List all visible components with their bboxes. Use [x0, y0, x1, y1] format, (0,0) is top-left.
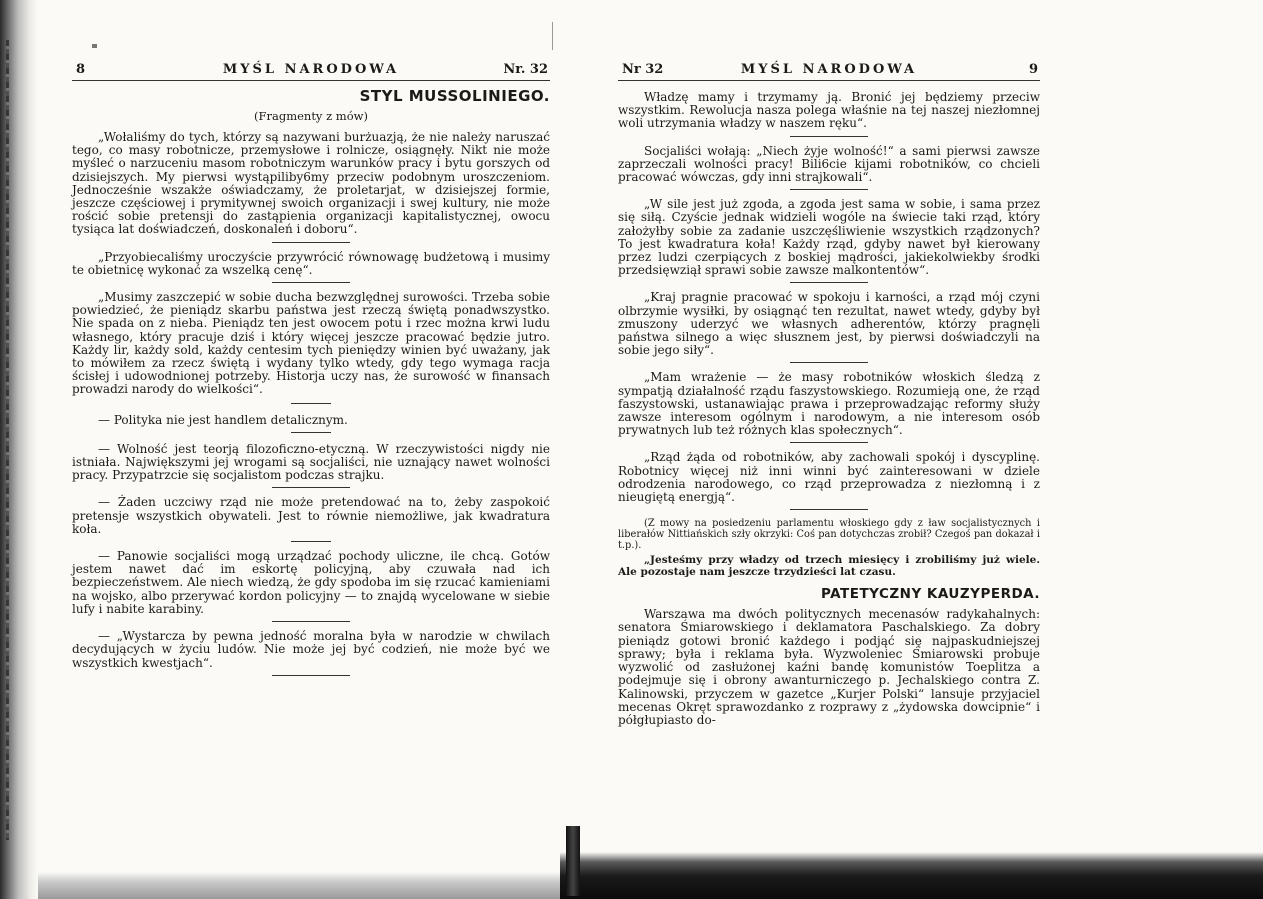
paragraph: Warszawa ma dwóch politycznych mecenasów radykahalnych: senatora Śmiarowskiego i deklamatora Paschalskiego. Za dobry pieniądz gotowi bronić każdego i podjąć się najpaskudniejszej sprawy; była i reklama była. Wyzwoleniec Śmiarowski probuje wyzwolić od zasłużonej kaźni bandę komunistów Toeplitza a podejmuje się i obrony awanturniczego p. Jechalskiego contra Z. Kalinowski, przyczem w gazetce „Kurjer Polski“ lansuje przyjaciel mecenas Okręt sprawozdanko z rozprawy z „żydowska dowcipnie“ i półgłupiasto do- — [618, 607, 1040, 727]
separator — [272, 282, 350, 283]
article-heading: STYL MUSSOLINIEGO. — [359, 87, 550, 105]
running-head-right — [618, 60, 1040, 81]
paragraph: — Polityka nie jest handlem detalicznym. — [98, 412, 348, 427]
separator — [790, 282, 868, 283]
scan-shadow-bottom-left — [38, 872, 560, 899]
running-head-left — [72, 60, 550, 81]
speech-answer: „Jesteśmy przy władzy od trzech miesięcy i zrobiliśmy już wiele. Ale pozostaje nam jeszcze trzydzieści lat czasu. — [618, 554, 1040, 579]
separator — [790, 189, 868, 190]
separator — [790, 442, 868, 443]
issue-number: Nr 32 — [622, 62, 664, 77]
scan-speck — [552, 22, 553, 50]
separator — [272, 487, 350, 488]
paragraph: Władzę mamy i trzymamy ją. Bronić jej będziemy przeciw wszystkim. Rewolucja nasza polega właśnie na tej naszej niezłomnej woli utrzymania władzy w naszem ręku“. — [618, 90, 1040, 131]
paragraph: Socjaliści wołają: „Niech żyje wolność!“ a sami pierwsi zawsze zaprzeczali wolności pracy! Bili6cie kijami robotników, co chcieli pracować wówczas, gdy inni strajkowali“. — [618, 143, 1040, 185]
paragraph: — Panowie socjaliści mogą urządzać pochody uliczne, ile chcą. Gotów jestem nawet dać im eskortę policyjną, aby czuwała nad ich bezpieczeństwem. Ale niech wiedzą, że gdy spodoba im się rzucać kamieniami na wojsko, albo przerywać kordon policyjny — to znajdą wycelowane w siebie lufy i nabite karabiny. — [72, 549, 550, 616]
page-number: 9 — [1028, 62, 1038, 77]
paragraph: — Wolność jest teorją filozoficzno-etyczną. W rzeczywistości nigdy nie istniała. Największymi jej wrogami są socjaliści, nie uznający nawet wolności pracy. Przypatrzcie się socjalistom podczas strajku. — [72, 441, 550, 483]
scan-shadow-bottom — [560, 852, 1263, 899]
separator — [291, 432, 331, 433]
right-page — [618, 60, 1040, 727]
issue-number: Nr. 32 — [503, 62, 548, 77]
separator — [272, 242, 350, 243]
separator — [790, 509, 868, 510]
left-page — [72, 60, 550, 684]
speech-note: (Z mowy na posiedzeniu parlamentu włoskiego gdy z ław socjalistycznych i liberałów Nittiańskich szły okrzyki: Coś pan dotychczas zrobił? Czegoś pan dokazał i t.p.). — [618, 518, 1040, 552]
paragraph: „Wołaliśmy do tych, którzy są nazywani burżuazją, że nie należy naruszać tego, co masy robotnicze, przemysłowe i rolnicze, osiągnęły. Nikt nie może myśleć o narzuceniu masom robotniczym warunków pracy i bytu gorszych od dzisiejszych. My pierwsi wystąpiliby6my przeciw podobnym uroszczeniom. Jednocześnie wszakże oświadczamy, że proletarjat, w dzisiejszej formie, jeszcze częściowej i prymitywnej swoich organizacji i swej kultury, nie może rościć sobie pretensji do zastąpienia organizacji kapitalistycznej, owocu tysiąca lat doświadczeń, doskonaleń i doboru“. — [72, 130, 550, 237]
paragraph: „W sile jest już zgoda, a zgoda jest sama w sobie, i sama przez się siłą. Czyście jednak widzieli wogóle na świecie taki rząd, który założyłby sobie za zadanie uszczęśliwienie wszystkich rządzonych? To jest kwadratura koła! Każdy rząd, gdyby nawet był kierowany przez ludzi czerpiących z boskiej mądrości, jakiekolwiekby środki przedsięwziął sprawi sobie zawsze malkontentów“. — [618, 197, 1040, 278]
page-number: 8 — [76, 62, 88, 77]
separator — [790, 136, 868, 137]
separator — [272, 621, 350, 622]
separator — [291, 541, 331, 542]
paragraph: „Mam wrażenie — że masy robotników włoskich śledzą z sympatją działalność rządu faszystowskiego. Rozumieją one, że rząd faszystowski, ustanawiając prawa i przeprowadzając reformy służy zawsze interesom ogólnym i narodowym, a nie interesom osób prywatnych lub też różnych klas społecznych“. — [618, 370, 1040, 438]
book-spine — [566, 826, 580, 896]
paragraph: „Rząd żąda od robotników, aby zachowali spokój i dyscyplinę. Robotnicy więcej niż inni winni być zainteresowani w dziele odrodzenia narodowego, co rząd przeprowadza z niezłomną i z nieugiętą energją“. — [618, 450, 1040, 505]
separator — [291, 403, 331, 404]
paragraph: — „Wystarcza by pewna jedność moralna była w narodzie w chwilach decydujących w życiu ludów. Nie może jej być codzień, nie może być we wszystkich kwestjach“. — [72, 629, 550, 670]
paragraph: „Przyobiecaliśmy uroczyście przywrócić równowagę budżetową i musimy te obietnicę wykonać za wszelką cenę“. — [72, 249, 550, 277]
separator — [790, 362, 868, 363]
article-subheading: (Fragmenty z mów) — [254, 109, 368, 123]
paragraph: — Żaden uczciwy rząd nie może pretendować na to, żeby zaspokoić pretensje wszystkich obywateli. Jest to równie niemożliwe, jak kwadratura koła. — [72, 495, 550, 536]
running-title: MYŚL NARODOWA — [222, 62, 400, 77]
paragraph: „Musimy zaszczepić w sobie ducha bezwzględnej surowości. Trzeba sobie powiedzieć, że pieniądz skarbu państwa jest rzeczą świętą ponadwszystko. Nie spada on z nieba. Pieniądz ten jest owocem potu i rzec można krwi ludu własnego, który pracuje dziś i który więcej jeszcze pracować będzie jutro. Każdy lir, każdy sold, każdy centesim tych pieniędzy winien być uważany, jak to mówiłem za rzecz świętą i wydany tylko wtedy, gdy tego wymaga racja ścisłej i udowodnionej potrzeby. Historja uczy nas, że surowość w finansach prowadzi narody do wielkości“. — [72, 290, 550, 397]
article-heading: PATETYCZNY KAUZYPERDA. — [820, 586, 1040, 603]
scan-speck — [92, 44, 97, 48]
running-title: MYŚL NARODOWA — [740, 62, 918, 77]
paragraph: „Kraj pragnie pracować w spokoju i karności, a rząd mój czyni olbrzymie wysiłki, by osiągnąć ten rezultat, nawet wtedy, gdyby był zmuszony uderzyć we własnych adherentów, którzy pragnęli państwa silnego a więc słusznem jest, by pierwsi doświadczyli na sobie jego siły“. — [618, 290, 1040, 358]
separator — [272, 675, 350, 676]
scan-shadow-left — [0, 0, 38, 899]
